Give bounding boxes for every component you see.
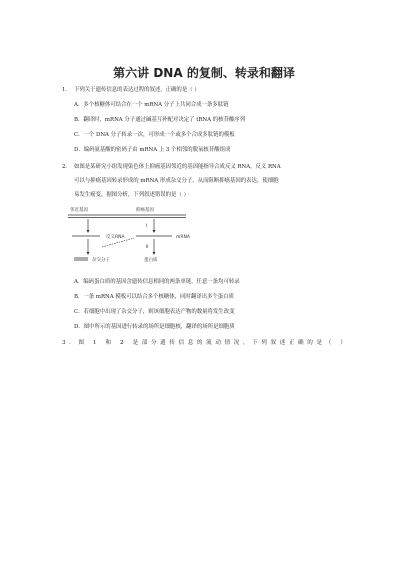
diagram-label-protein: 蛋白质 xyxy=(144,258,158,263)
question-2-option-b: B．一条 mRNA 模板可以结合多个核糖体，同时翻译出多个蛋白质 xyxy=(74,294,234,300)
question-1-option-d: D．编码氨基酸的密码子由 mRNA 上 3 个相邻的脱氧核苷酸组成 xyxy=(74,147,231,153)
arrow-head-antisense xyxy=(87,230,90,233)
diagram-label-step-1: Ⅰ xyxy=(146,224,148,229)
question-1-number: 1． xyxy=(62,87,71,93)
diagram-label-mrna: mRNA xyxy=(176,235,190,240)
question-2-option-d: D．图中所示的基因进行转录的场所是细胞核，翻译的场所是细胞质 xyxy=(74,324,235,330)
question-2-line-1: 如图是某研究小组发现染色体上抑癌基因邻近的基因能指导合成反义 RNA，反义 RNA xyxy=(74,164,281,170)
diagram-label-antisense-rna: 反义RNA xyxy=(106,235,125,240)
arrow-head-hybrid xyxy=(87,252,90,255)
diagram-label-neighbor-gene: 邻近基因 xyxy=(70,208,88,213)
arrow-head-translate xyxy=(153,252,156,255)
question-2-line-2: 可以与抑癌基因转录形成的 mRNA 形成杂交分子，从而阻断抑癌基因的表达，使细胞 xyxy=(74,178,279,184)
question-2-stem xyxy=(62,162,362,172)
arrow-head-mrna xyxy=(153,230,156,233)
question-1-text: 下列关于遗传信息的表达过程的叙述，正确的是（ ） xyxy=(74,87,200,93)
gene-expression-diagram xyxy=(66,205,196,271)
question-3-stem: 3．图 1 和 2 是部分遗传信息的流动情况，下列叙述正确的是（ ） xyxy=(62,340,350,346)
question-1-option-c: C．一个 DNA 分子转录一次，可形成一个或多个合成多肽链的模板 xyxy=(74,132,235,138)
question-2-line-3: 易发生癌变，据图分析，下列叙述错误的是（ ） xyxy=(74,192,189,198)
question-2-number: 2． xyxy=(62,164,71,170)
diagram-label-hybrid-molecule: 杂交分子 xyxy=(92,258,110,263)
diagram-label-tumor-suppressor-gene: 抑癌基因 xyxy=(136,208,154,213)
question-1-option-b: B．翻译时，mRNA 分子通过碱基互补配对决定了 tRNA 的核苷酸序列 xyxy=(74,117,246,123)
question-2-option-c: C．若细胞中出现了杂交分子，则该细胞表达产物的数量将发生改变 xyxy=(74,309,235,315)
question-2-option-a: A．编码蛋白质的基因含遗传信息相同的两条单链，任意一条均可转录 xyxy=(74,279,240,285)
page-title: 第六讲 DNA 的复制、转录和翻译 xyxy=(113,66,295,80)
question-1-option-a: A．多个核糖体可结合在一个 mRNA 分子上共同合成一条多肽链 xyxy=(74,102,229,108)
diagram-label-step-2: Ⅱ xyxy=(146,245,149,250)
question-1-stem xyxy=(62,85,362,95)
